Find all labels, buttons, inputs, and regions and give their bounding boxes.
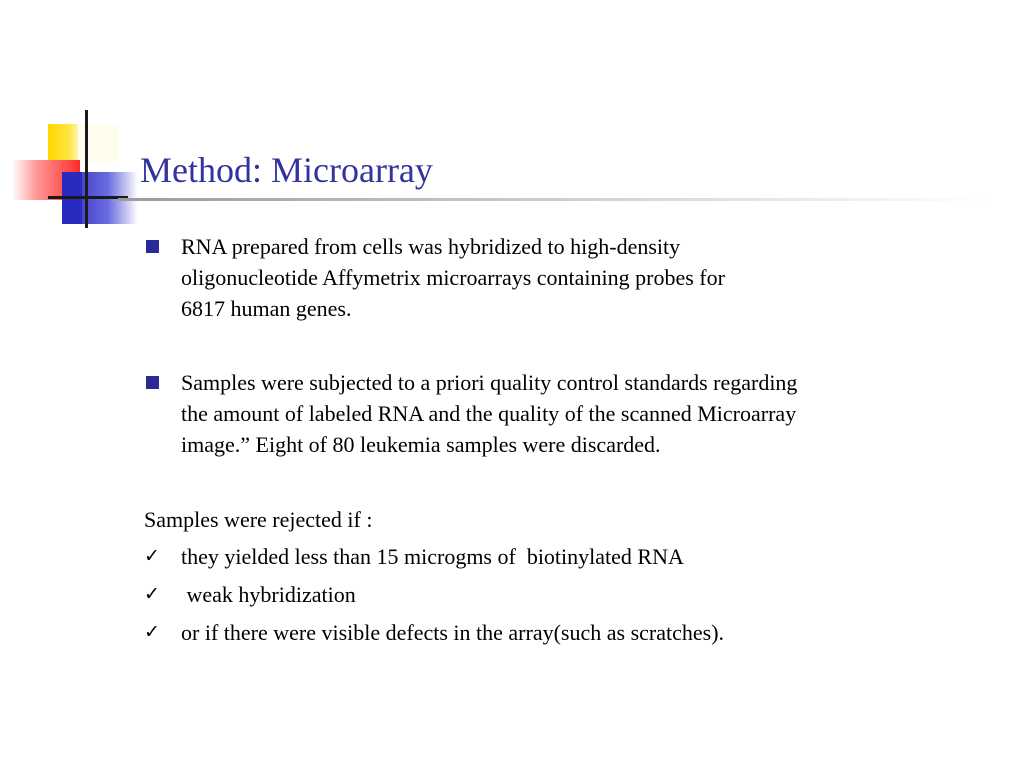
logo-vertical-line bbox=[85, 110, 88, 228]
logo-yellow-square bbox=[48, 124, 78, 162]
logo-horizontal-line bbox=[48, 196, 128, 199]
check-item-2 bbox=[144, 579, 356, 610]
rejected-intro: Samples were rejected if : bbox=[144, 507, 373, 532]
bullet-line: oligonucleotide Affymetrix microarrays containing probes for bbox=[181, 265, 725, 290]
bullet-line: image.” Eight of 80 leukemia samples were discarded. bbox=[181, 432, 661, 457]
bullet-line: the amount of labeled RNA and the quality of the scanned Microarray bbox=[181, 401, 797, 426]
bullet-line: Samples were subjected to a priori quality control standards regarding bbox=[181, 370, 798, 395]
square-bullet-icon bbox=[146, 240, 159, 253]
square-bullet-icon bbox=[146, 376, 159, 389]
bullet-item-2 bbox=[146, 367, 986, 460]
check-item-1 bbox=[144, 541, 684, 572]
logo-yellow-right bbox=[78, 124, 118, 162]
check-item-3 bbox=[144, 617, 724, 648]
slide-logo-decoration bbox=[0, 0, 140, 240]
checkmark-icon: ✓ bbox=[144, 583, 160, 605]
bullet-line: RNA prepared from cells was hybridized to high-density bbox=[181, 234, 681, 259]
checkmark-icon: ✓ bbox=[144, 545, 160, 567]
bullet-text bbox=[181, 231, 986, 324]
slide-title: Method: Microarray bbox=[140, 150, 433, 190]
check-item-text: weak hybridization bbox=[181, 582, 356, 607]
bullet-text bbox=[181, 367, 986, 460]
checkmark-icon: ✓ bbox=[144, 621, 160, 643]
bullet-item-1 bbox=[146, 231, 986, 324]
check-item-text: or if there were visible defects in the array(such as scratches). bbox=[181, 620, 725, 645]
title-underline bbox=[118, 198, 988, 201]
check-item-text: they yielded less than 15 microgms of biotinylated RNA bbox=[181, 544, 684, 569]
bullet-line: 6817 human genes. bbox=[181, 296, 352, 321]
